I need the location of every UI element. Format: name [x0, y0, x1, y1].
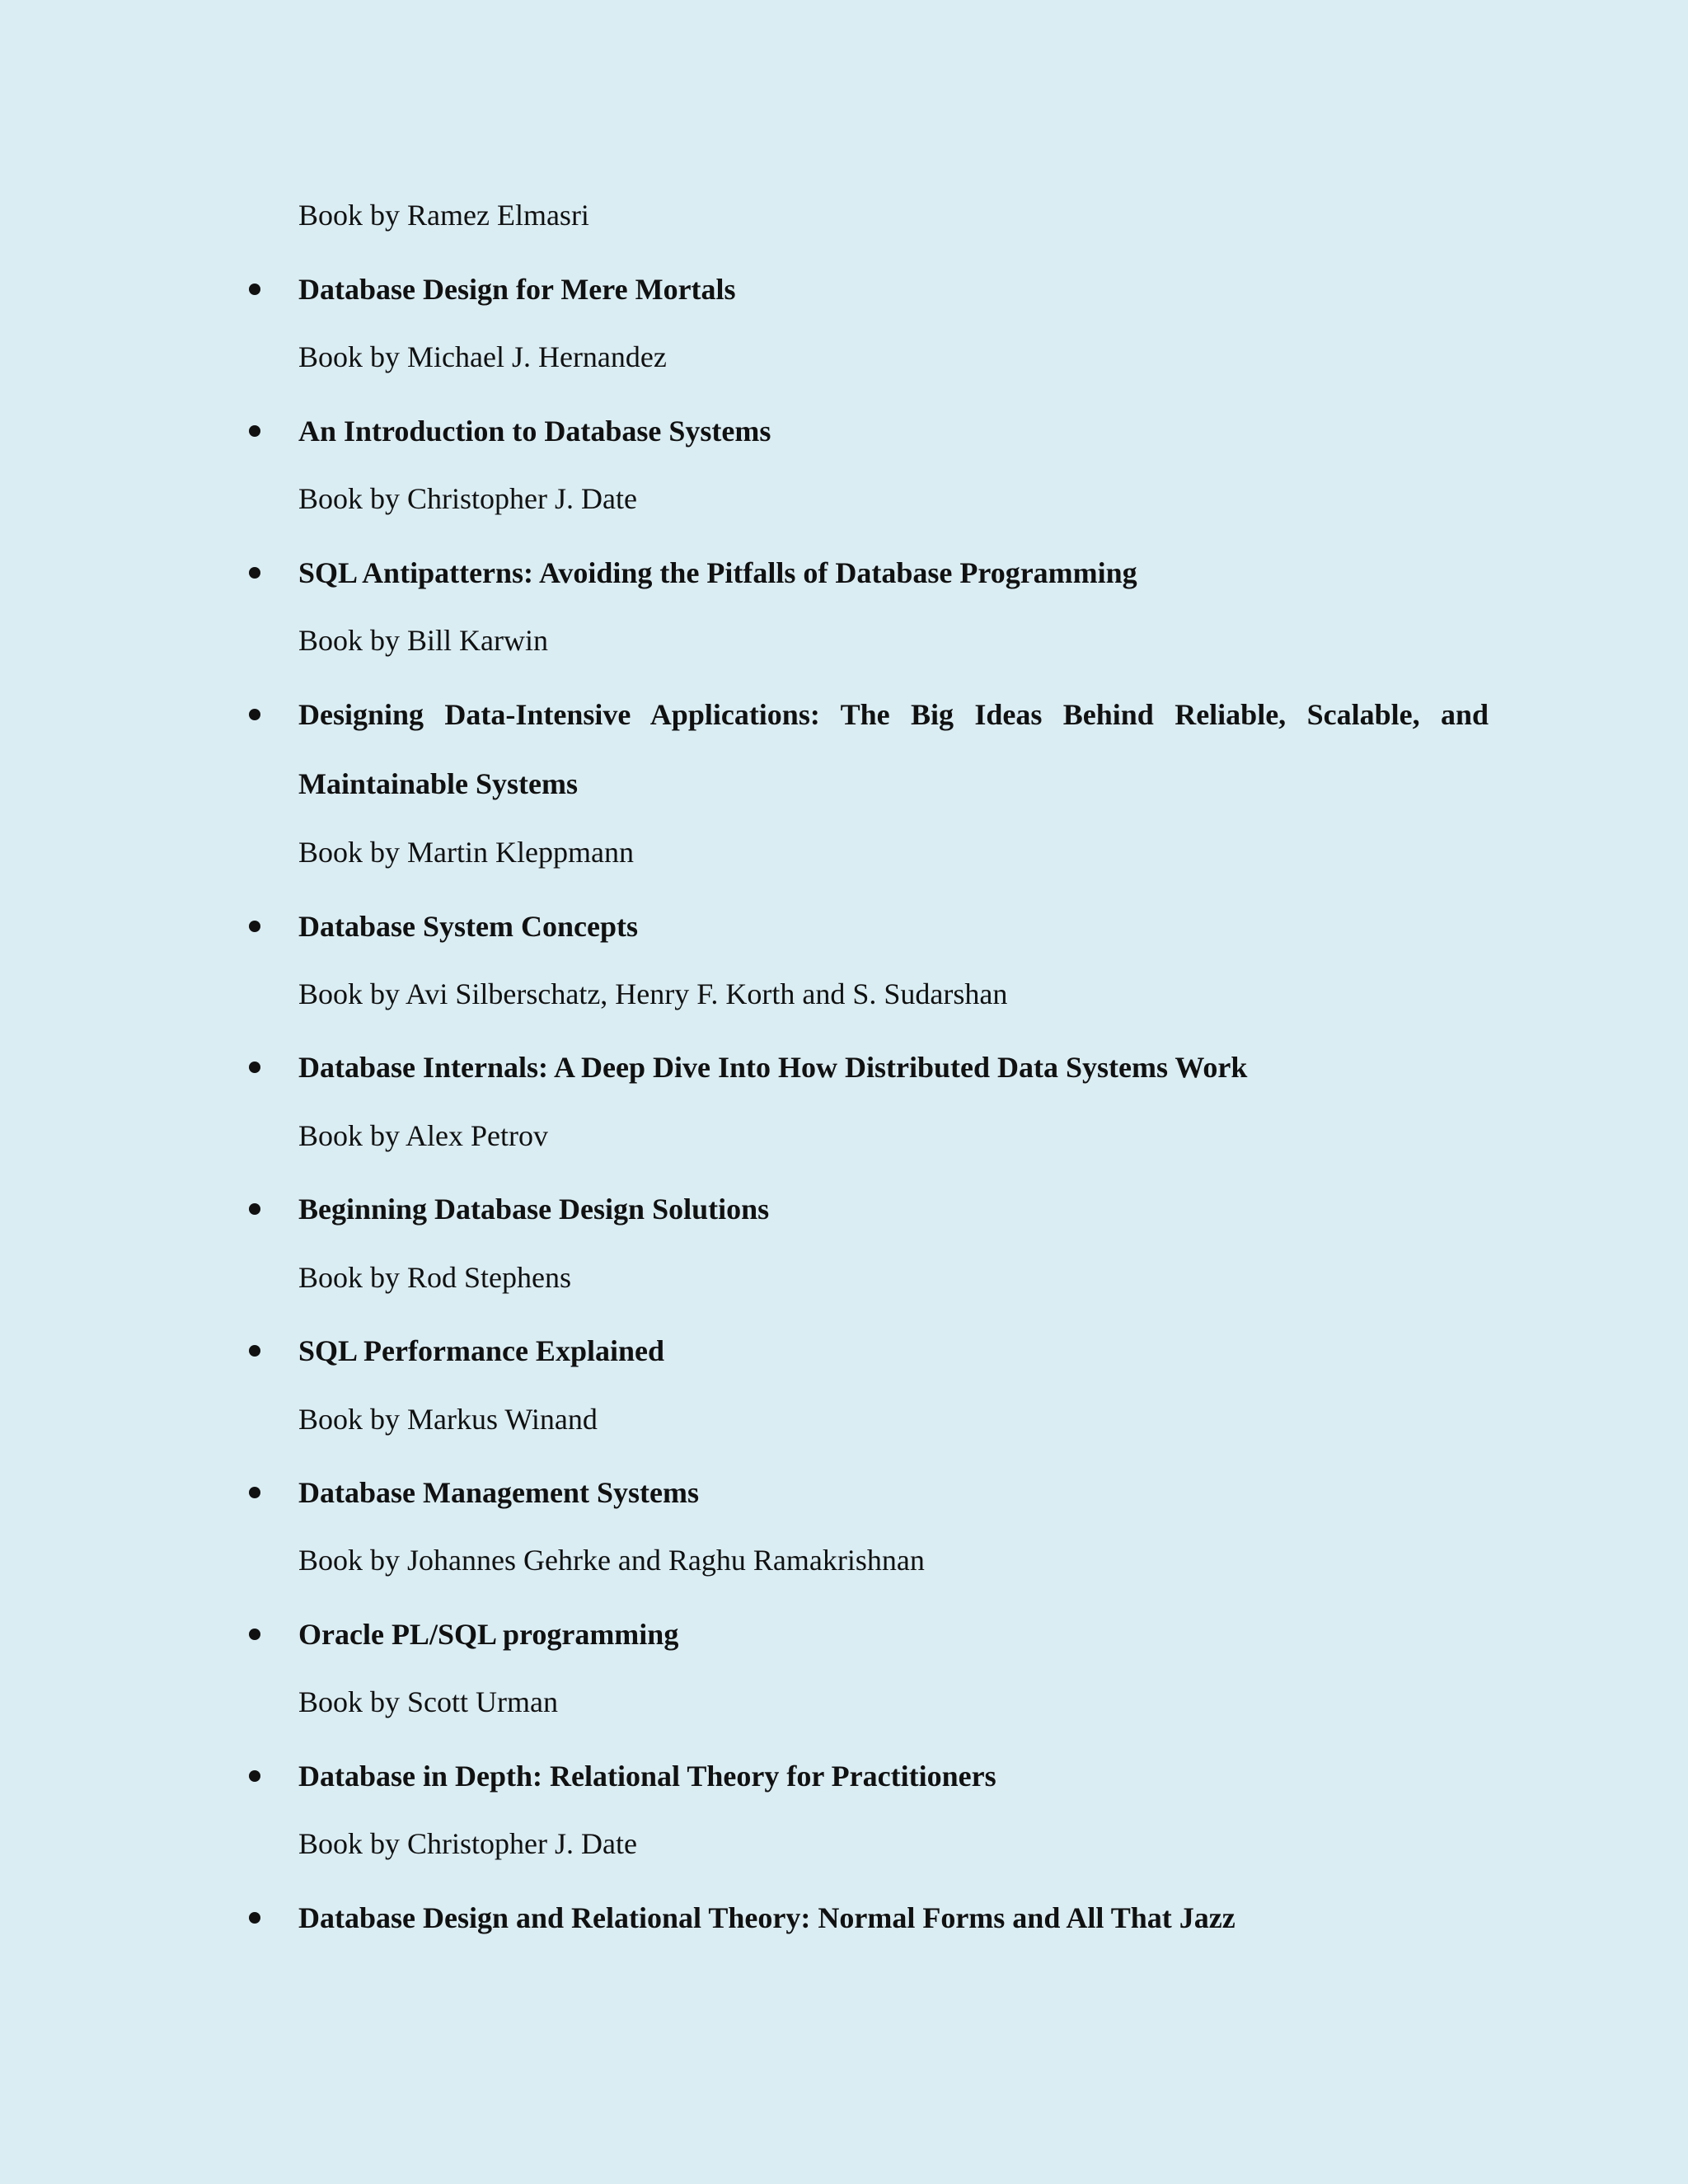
book-author: Book by Christopher J. Date — [298, 1827, 637, 1860]
book-author: Book by Markus Winand — [298, 1403, 598, 1436]
bullet-icon — [249, 1203, 260, 1215]
book-title: Database in Depth: Relational Theory for Practitioners — [298, 1760, 996, 1793]
book-title: Oracle PL/SQL programming — [298, 1618, 679, 1651]
book-title: Database System Concepts — [298, 910, 638, 943]
book-title-line-1: Designing Data-Intensive Applications: The Big Ideas Behind Reliable, Scalable, and — [298, 698, 1489, 731]
bullet-icon — [249, 921, 260, 932]
bullet-icon — [249, 425, 260, 437]
book-title: Beginning Database Design Solutions — [298, 1193, 770, 1226]
bullet-icon — [249, 1912, 260, 1924]
book-author: Book by Scott Urman — [298, 1685, 558, 1718]
book-author: Book by Michael J. Hernandez — [298, 340, 667, 373]
book-author: Book by Alex Petrov — [298, 1119, 548, 1152]
bullet-icon — [249, 284, 260, 295]
book-author: Book by Johannes Gehrke and Raghu Ramakrishnan — [298, 1544, 925, 1577]
bullet-icon — [249, 1629, 260, 1640]
book-author: Book by Rod Stephens — [298, 1261, 572, 1294]
book-title-line-2: Maintainable Systems — [298, 767, 579, 800]
book-title: Database Management Systems — [298, 1476, 699, 1509]
book-title: SQL Antipatterns: Avoiding the Pitfalls of Database Programming — [298, 556, 1137, 589]
book-title: Database Internals: A Deep Dive Into How Distributed Data Systems Work — [298, 1051, 1248, 1084]
bullet-icon — [249, 567, 260, 579]
book-author: Book by Christopher J. Date — [298, 482, 637, 515]
bullet-icon — [249, 1487, 260, 1498]
book-author: Book by Bill Karwin — [298, 624, 548, 657]
book-author: Book by Martin Kleppmann — [298, 836, 634, 869]
book-author: Book by Avi Silberschatz, Henry F. Korth and S. Sudarshan — [298, 977, 1008, 1010]
bullet-icon — [249, 1770, 260, 1782]
book-author: Book by Ramez Elmasri — [298, 199, 589, 232]
book-title: An Introduction to Database Systems — [298, 415, 771, 448]
book-title: SQL Performance Explained — [298, 1334, 664, 1367]
book-title: Database Design and Relational Theory: Normal Forms and All That Jazz — [298, 1901, 1236, 1934]
bullet-icon — [249, 1345, 260, 1357]
bullet-icon — [249, 709, 260, 720]
book-title: Database Design for Mere Mortals — [298, 273, 736, 306]
bullet-icon — [249, 1062, 260, 1073]
